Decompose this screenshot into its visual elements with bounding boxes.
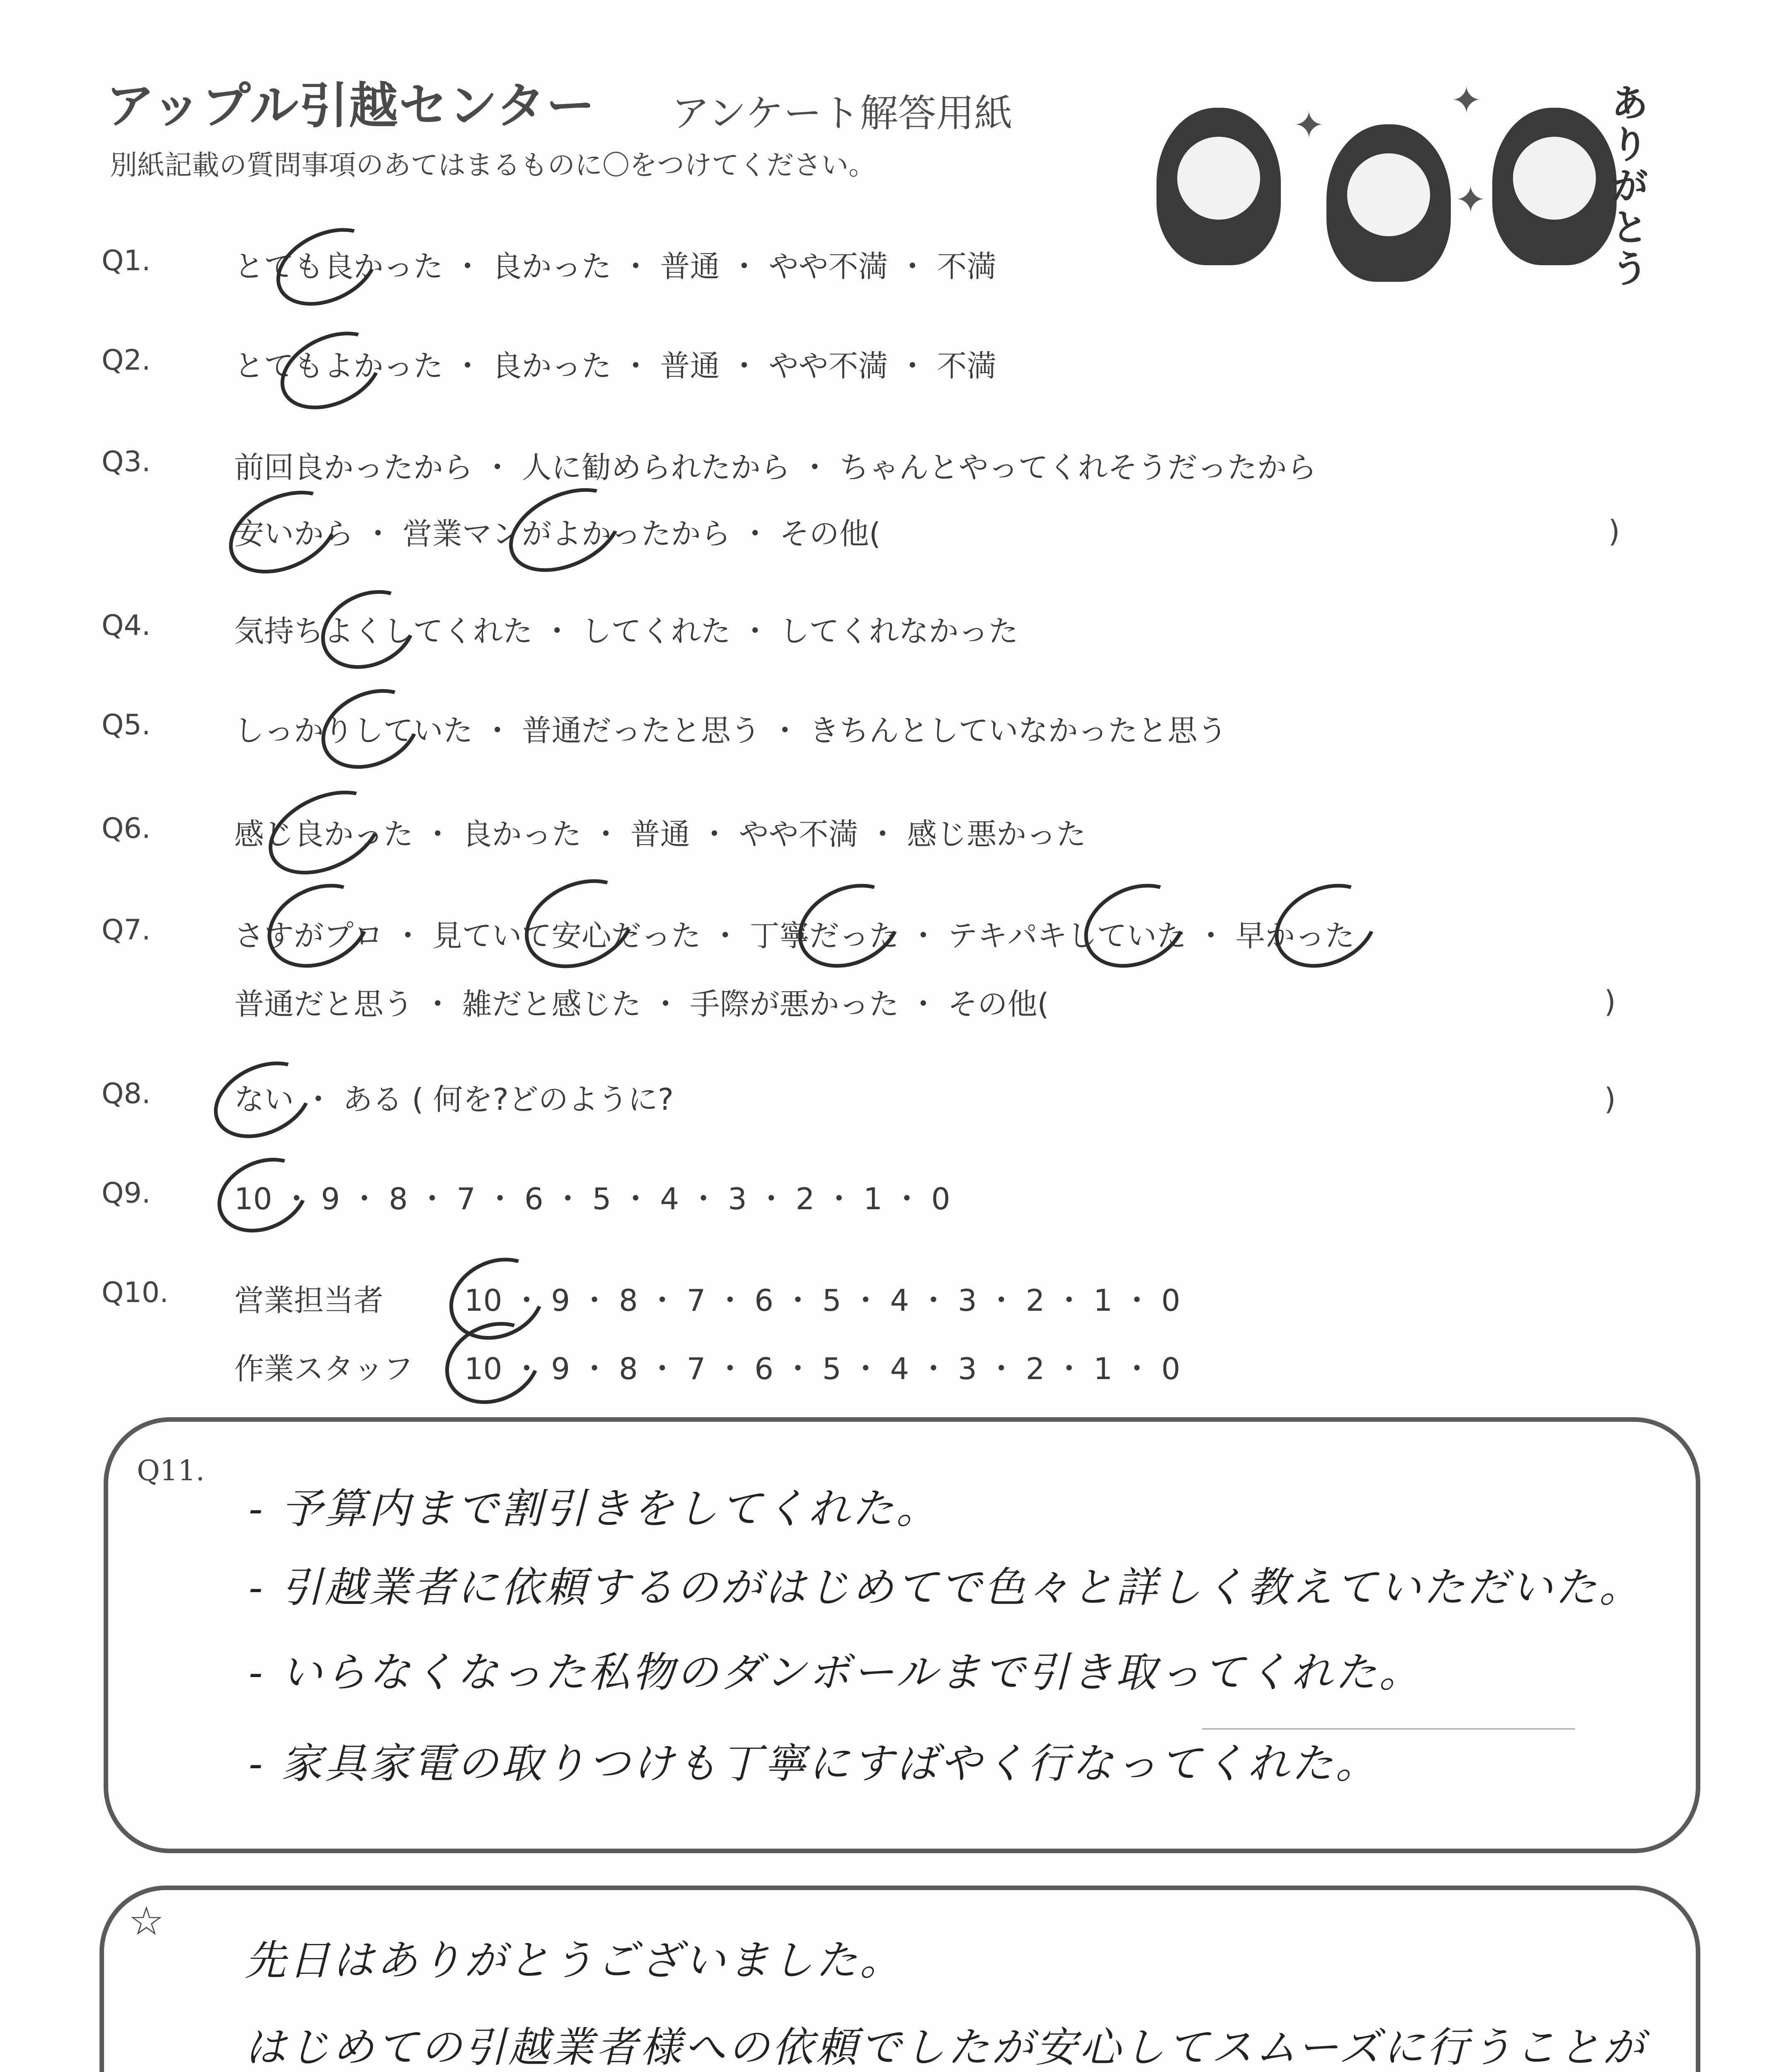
q7-close-paren: ) <box>1604 984 1616 1019</box>
answer-circle <box>268 316 395 424</box>
q3-options-line2: 安いから ・ 営業マンがよかったから ・ その他( <box>234 516 881 551</box>
answer-circle <box>432 1307 554 1419</box>
thanks-lettering: ありがとう <box>1605 83 1649 290</box>
q3-options-line1: 前回良かったから ・ 人に勧められたから ・ ちゃんとやってくれそうだったから <box>234 450 1317 485</box>
q10-staff-label: 作業スタッフ <box>234 1351 414 1386</box>
monkey-illustration-3 <box>1492 108 1617 265</box>
answer-circle <box>216 474 351 590</box>
answer-circle <box>254 868 383 983</box>
q3-close-paren: ) <box>1608 514 1620 549</box>
q5-options: しっかりしていた ・ 普通だったと思う ・ きちんとしていなかったと思う <box>234 713 1227 748</box>
q2-label: Q2. <box>102 344 151 377</box>
monkey-illustration-2 <box>1326 124 1451 282</box>
q10-staff-scale: 10 ・ 9 ・ 8 ・ 7 ・ 6 ・ 5 ・ 4 ・ 3 ・ 2 ・ 1 ・ 0 <box>464 1351 1181 1386</box>
q1-options: とても良かった ・ 良かった ・ 普通 ・ やや不満 ・ 不満 <box>234 249 997 284</box>
q11-comment-line: - 引越業者に依頼するのがはじめてで色々と詳しく教えていただいた。 <box>249 1563 1643 1612</box>
form-subtitle: アンケート解答用紙 <box>672 91 1013 136</box>
answer-circle <box>255 774 395 891</box>
q3-label: Q3. <box>102 445 151 478</box>
q11-comment-line: - いらなくなった私物のダンボールまで引き取ってくれた。 <box>249 1648 1423 1697</box>
message-line: 先日はありがとうございました。 <box>245 1936 904 1985</box>
q7-options-line1: さすがプロ ・ 見ていて安心だった ・ 丁寧だった ・ テキパキしていた ・ 早かった <box>234 918 1355 953</box>
answer-circle <box>308 674 433 784</box>
q8-label: Q8. <box>102 1077 151 1110</box>
q7-label: Q7. <box>102 914 151 946</box>
q9-scale: 10 ・ 9 ・ 8 ・ 7 ・ 6 ・ 5 ・ 4 ・ 3 ・ 2 ・ 1 ・ 0 <box>234 1181 950 1216</box>
q10-sales-label: 営業担当者 <box>234 1283 384 1318</box>
form-instruction: 別紙記載の質問事項のあてはまるものに〇をつけてください。 <box>110 149 876 181</box>
answer-circle <box>784 868 914 983</box>
q5-label: Q5. <box>102 709 151 741</box>
q4-label: Q4. <box>102 609 151 642</box>
message-line: はじめての引越業者様への依頼でしたが安心してスムーズに行うことが <box>245 2023 1646 2072</box>
star-icon: ☆ <box>128 1898 165 1944</box>
q9-label: Q9. <box>102 1177 151 1210</box>
q6-label: Q6. <box>102 812 151 845</box>
q1-label: Q1. <box>102 244 151 277</box>
answer-circle <box>496 471 635 588</box>
divider <box>1202 1728 1575 1730</box>
q6-options: 感じ良かった ・ 良かった ・ 普通 ・ やや不満 ・ 感じ悪かった <box>234 817 1086 852</box>
q2-options: とてもよかった ・ 良かった ・ 普通 ・ やや不満 ・ 不満 <box>234 349 997 383</box>
answer-circle <box>205 1144 320 1247</box>
sparkle-icon: ✦ <box>1451 79 1482 122</box>
q11-label: Q11. <box>137 1455 205 1487</box>
q8-close-paren: ) <box>1604 1082 1616 1116</box>
answer-circle <box>1070 868 1200 983</box>
mascot-group <box>1140 70 1679 303</box>
q10-sales-scale: 10 ・ 9 ・ 8 ・ 7 ・ 6 ・ 5 ・ 4 ・ 3 ・ 2 ・ 1 ・ 0 <box>464 1283 1181 1318</box>
q8-options: ない ・ ある ( 何を?どのように? <box>234 1082 674 1117</box>
answer-circle <box>1261 868 1391 983</box>
answer-circle <box>510 862 650 985</box>
monkey-illustration-1 <box>1156 108 1281 265</box>
form-title: アップル引越センター <box>106 77 596 134</box>
answer-circle <box>308 575 429 684</box>
sparkle-icon: ✦ <box>1293 104 1325 147</box>
q11-comment-line: - 予算内まで割引きをしてくれた。 <box>249 1484 940 1533</box>
answer-circle <box>201 1046 324 1153</box>
q11-comment-line: - 家具家電の取りつけも丁寧にすばやく行なってくれた。 <box>249 1739 1380 1788</box>
q10-label: Q10. <box>102 1276 169 1309</box>
sparkle-icon: ✦ <box>1455 178 1486 222</box>
q4-options: 気持ちよくしてくれた ・ してくれた ・ してくれなかった <box>234 614 1018 649</box>
answer-circle <box>264 213 390 321</box>
q7-options-line2: 普通だと思う ・ 雑だと感じた ・ 手際が悪かった ・ その他( <box>234 987 1049 1021</box>
